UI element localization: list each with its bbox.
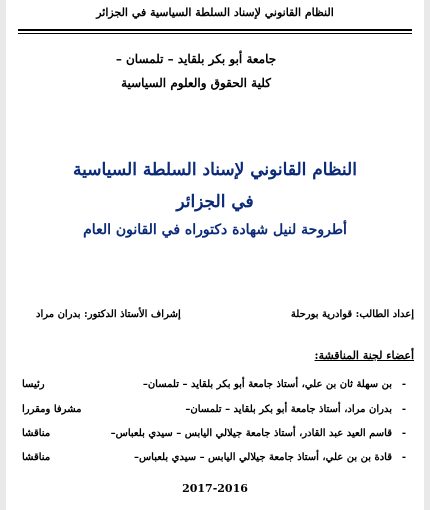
jury-member-info: بن سهلة ثان بن علي، أستاذ جامعة أبو بكر بلقايد – تلمسان– <box>142 379 392 390</box>
thesis-subtitle: أطروحة لنيل شهادة دكتوراه في القانون العام <box>83 222 347 238</box>
faculty-name: كلية الحقوق والعلوم السياسية <box>121 76 271 90</box>
list-bullet: - <box>401 428 406 439</box>
jury-member-info: قاسم العيد عبد القادر، أستاذ جامعة جيلالي اليابس – سيدي بلعباس– <box>110 428 392 439</box>
jury-member <box>22 452 406 468</box>
jury-member-role: مناقشا <box>22 428 51 439</box>
jury-member <box>22 379 406 395</box>
supervised-by: إشراف الأستاذ الدكتور: بدران مراد <box>36 309 181 320</box>
list-bullet: - <box>401 379 406 390</box>
jury-member <box>22 404 406 420</box>
jury-member <box>22 428 406 444</box>
list-bullet: - <box>401 404 406 415</box>
document-page <box>6 0 424 510</box>
jury-member-role: رئيسا <box>22 379 45 390</box>
thesis-title-line-2: في الجزائر <box>176 192 254 212</box>
header-rule-thick <box>18 29 412 31</box>
list-bullet: - <box>401 452 406 463</box>
academic-year: 2017-2016 <box>182 482 248 495</box>
jury-member-role: مشرفا ومقررا <box>22 404 82 415</box>
university-name: جامعة أبو بكر بلقايد – تلمسان – <box>115 52 277 66</box>
header-rule-thin <box>18 33 412 34</box>
jury-member-role: مناقشا <box>22 452 51 463</box>
prepared-by: إعداد الطالب: قوادرية بورحلة <box>290 309 414 320</box>
jury-heading: أعضاء لجنة المناقشة: <box>314 349 414 362</box>
jury-member-info: قادة بن بن علي، أستاذ جامعة جيلالي اليابس – سيدي بلعباس– <box>133 452 392 463</box>
running-header: النظام القانوني لإسناد السلطة السياسية في الجزائر <box>96 6 334 19</box>
thesis-title-line-1: النظام القانوني لإسناد السلطة السياسية <box>73 160 357 180</box>
jury-member-info: بدران مراد، أستاذ جامعة أبو بكر بلقايد – تلمسان– <box>185 404 392 415</box>
